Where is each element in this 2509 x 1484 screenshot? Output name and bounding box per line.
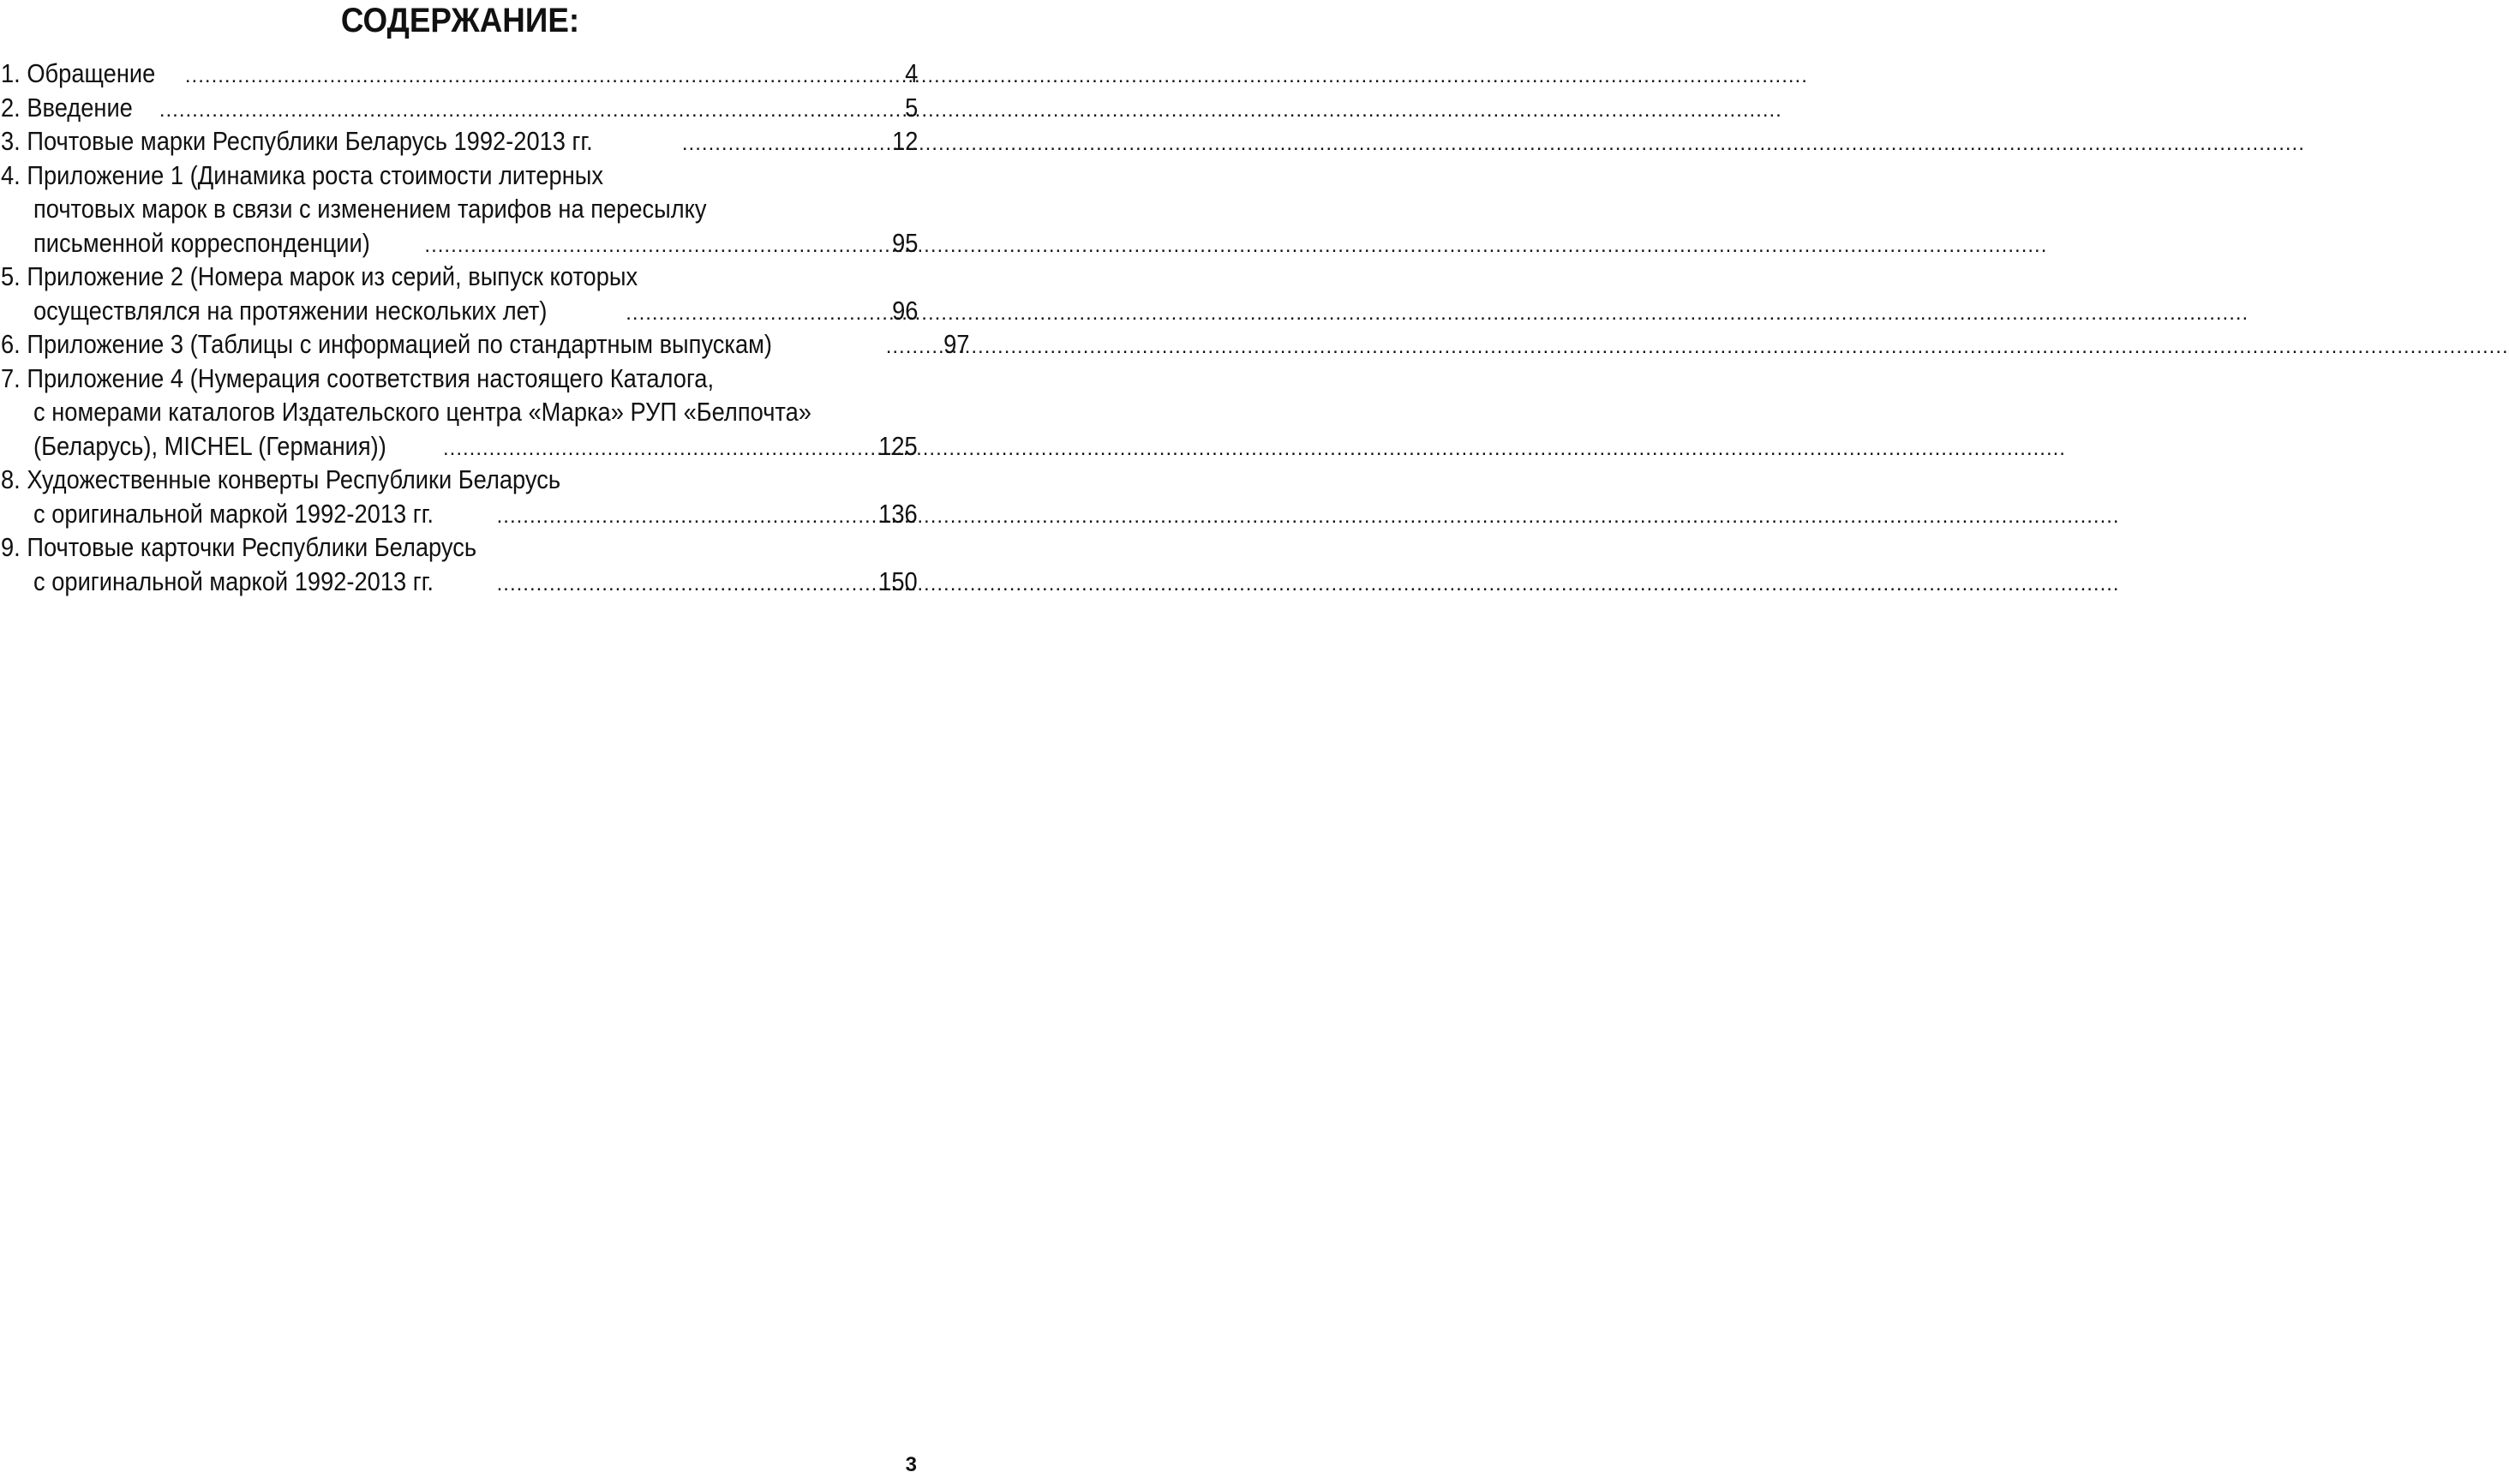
toc-entry-text: с оригинальной маркой 1992-2013 гг. (33, 498, 434, 529)
toc-page-number-text: 12 (891, 126, 918, 156)
dot-leader (626, 296, 851, 331)
page-title: СОДЕРЖАНИЕ: (340, 2, 580, 39)
toc-entry-text: письменной корреспонденции) (33, 227, 370, 258)
toc-entry-text: осуществлялся на протяжении нескольких лет) (33, 295, 548, 326)
toc-entry[interactable] (0, 260, 920, 327)
toc-page-number-text: 125 (878, 430, 918, 461)
toc-entry-text: почтовых марок в связи с изменением тарифов на пересылку (33, 194, 707, 224)
toc-line (0, 530, 920, 565)
toc-line (0, 362, 920, 396)
toc-page-number (858, 124, 920, 159)
toc-entry-text: 2. Введение (1, 92, 133, 123)
toc-entry[interactable] (0, 57, 920, 91)
dot-leader (497, 567, 851, 601)
dot-leader (497, 500, 851, 534)
toc-entry-text: 5. Приложение 2 (Номера марок из серий, выпуск которых (1, 261, 638, 291)
toc-page-number-text: 97 (943, 329, 970, 359)
toc-entry-text: 9. Почтовые карточки Республики Беларусь (1, 532, 477, 562)
toc-entry[interactable] (0, 124, 920, 159)
toc-line (0, 91, 920, 125)
toc-page-number (858, 294, 920, 328)
toc-line (0, 57, 920, 91)
toc-page-number (858, 497, 920, 531)
toc-line (0, 395, 920, 429)
dot-leader (443, 432, 851, 466)
toc-entry-text: 6. Приложение 3 (Таблицы с информацией по стандартным выпускам) (1, 329, 772, 359)
toc-page-number (858, 91, 920, 125)
toc-entry[interactable] (0, 463, 920, 530)
dot-leader (886, 330, 903, 364)
toc-entry-text: 3. Почтовые марки Республики Беларусь 1992-2013 гг. (1, 126, 593, 156)
dot-leader (185, 59, 851, 93)
dot-leader (682, 127, 851, 161)
toc-line (0, 124, 920, 159)
toc-entry-text: с номерами каталогов Издательского центра «Марка» РУП «Белпочта» (33, 397, 811, 427)
table-of-contents (0, 57, 970, 598)
toc-page-number-text: 95 (891, 227, 918, 258)
toc-line (0, 159, 920, 193)
toc-line (0, 192, 920, 226)
toc-page-number-text: 150 (878, 565, 918, 596)
toc-page-number (858, 226, 920, 260)
toc-entry-text: (Беларусь), MICHEL (Германия)) (33, 430, 386, 461)
toc-entry-text: 7. Приложение 4 (Нумерация соответствия настоящего Каталога, (1, 362, 715, 393)
toc-line (0, 294, 920, 328)
dot-leader (424, 229, 851, 263)
toc-entry[interactable] (0, 362, 920, 464)
dot-leader (159, 93, 851, 128)
toc-entry-text: 4. Приложение 1 (Динамика роста стоимости литерных (1, 159, 604, 190)
toc-line (0, 429, 920, 464)
toc-line (0, 327, 970, 362)
toc-entry[interactable] (0, 530, 920, 598)
toc-entry-text: 8. Художественные конверты Республики Беларусь (1, 464, 561, 494)
toc-entry-text: 1. Обращение (1, 58, 156, 88)
toc-page-number-text: 136 (878, 498, 918, 529)
toc-line (0, 565, 920, 599)
toc-page-number (910, 327, 973, 362)
toc-line (0, 463, 920, 497)
toc-page-number-text: 96 (891, 295, 918, 326)
toc-line (0, 226, 920, 260)
toc-entry[interactable] (0, 327, 970, 362)
toc-page-number-text: 4 (904, 58, 918, 88)
toc-line (0, 497, 920, 531)
toc-page-number-text: 5 (904, 92, 918, 123)
toc-entry-text: с оригинальной маркой 1992-2013 гг. (33, 565, 434, 596)
toc-page-number (858, 565, 920, 599)
page-number: 3 (905, 1453, 917, 1476)
toc-page-number (858, 429, 920, 464)
toc-line (0, 260, 920, 294)
toc-entry[interactable] (0, 91, 920, 125)
toc-page-number (858, 57, 920, 91)
toc-entry[interactable] (0, 159, 920, 260)
